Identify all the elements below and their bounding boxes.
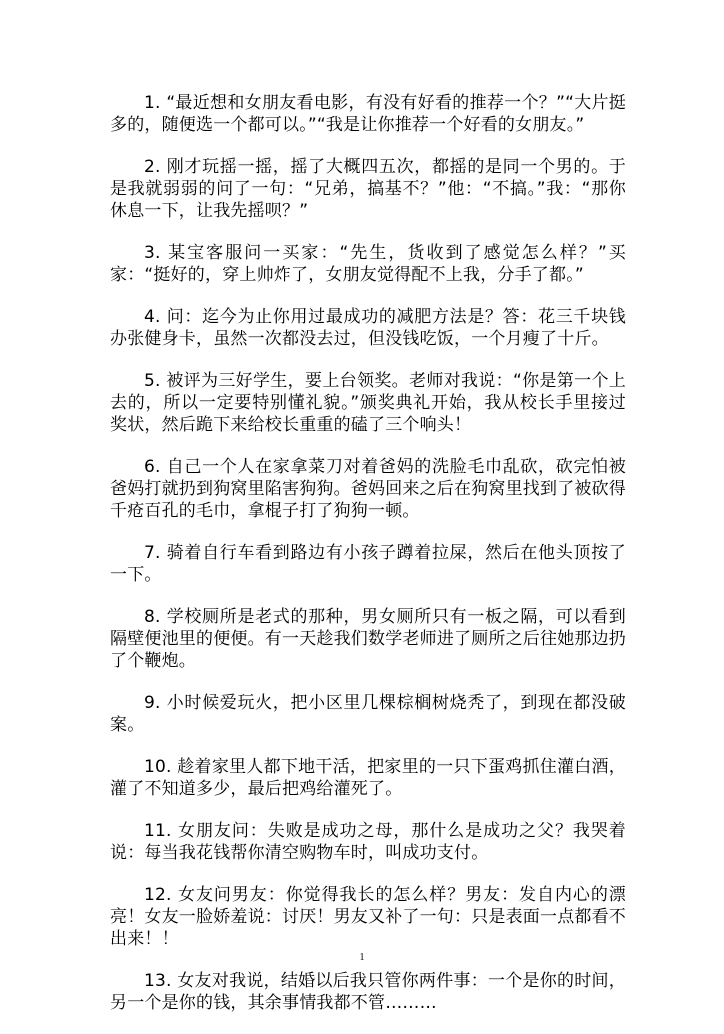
paragraph-3: 3. 某宝客服问一买家：“先生，货收到了感觉怎么样？”买家：“挺好的，穿上帅炸了，女朋友觉得配不上我，分手了都。” [110,243,626,285]
paragraph-6: 6. 自己一个人在家拿菜刀对着爸妈的洗脸毛巾乱砍，砍完怕被爸妈打就扔到狗窝里陷害狗狗。爸妈回来之后在狗窝里找到了被砍得千疮百孔的毛巾，拿棍子打了狗狗一顿。 [110,457,626,521]
paragraph-7: 7. 骑着自行车看到路边有小孩子蹲着拉屎，然后在他头顶按了一下。 [110,543,626,585]
paragraph-12: 12. 女友问男友：你觉得我长的怎么样？男友：发自内心的漂亮！女友一脸娇羞说：讨厌！男友又补了一句：只是表面一点都看不出来！！ [110,885,626,949]
paragraph-11: 11. 女朋友问：失败是成功之母，那什么是成功之父？我哭着说：每当我花钱帮你清空购物车时，叫成功支付。 [110,821,626,863]
paragraph-2: 2. 刚才玩摇一摇，摇了大概四五次，都摇的是同一个男的。于是我就弱弱的问了一句：“兄弟，搞基不？”他：“不搞。”我：“那你休息一下，让我先摇呗？” [110,157,626,221]
paragraph-9: 9. 小时候爱玩火，把小区里几棵棕榈树烧秃了，到现在都没破案。 [110,693,626,735]
paragraph-13: 13. 女友对我说，结婚以后我只管你两件事：一个是你的时间，另一个是你的钱，其余事情我都不管……… [110,971,626,1013]
paragraph-10: 10. 趁着家里人都下地干活，把家里的一只下蛋鸡抓住灌白酒，灌了不知道多少，最后把鸡给灌死了。 [110,757,626,799]
paragraph-1: 1. “最近想和女朋友看电影，有没有好看的推荐一个？”“大片挺多的，随便选一个都可以。”“我是让你推荐一个好看的女朋友。” [110,93,626,135]
paragraph-4: 4. 问：迄今为止你用过最成功的减肥方法是？答：花三千块钱办张健身卡，虽然一次都没去过，但没钱吃饭，一个月瘦了十斤。 [110,307,626,349]
paragraph-5: 5. 被评为三好学生，要上台领奖。老师对我说：“你是第一个上去的，所以一定要特别懂礼貌。”颁奖典礼开始，我从校长手里接过奖状，然后跪下来给校长重重的磕了三个响头！ [110,371,626,435]
paragraph-8: 8. 学校厕所是老式的那种，男女厕所只有一板之隔，可以看到隔壁便池里的便便。有一天趁我们数学老师进了厕所之后往她那边扔了个鞭炮。 [110,607,626,671]
document-body [110,92,626,1034]
page-number: 1 [359,952,365,963]
